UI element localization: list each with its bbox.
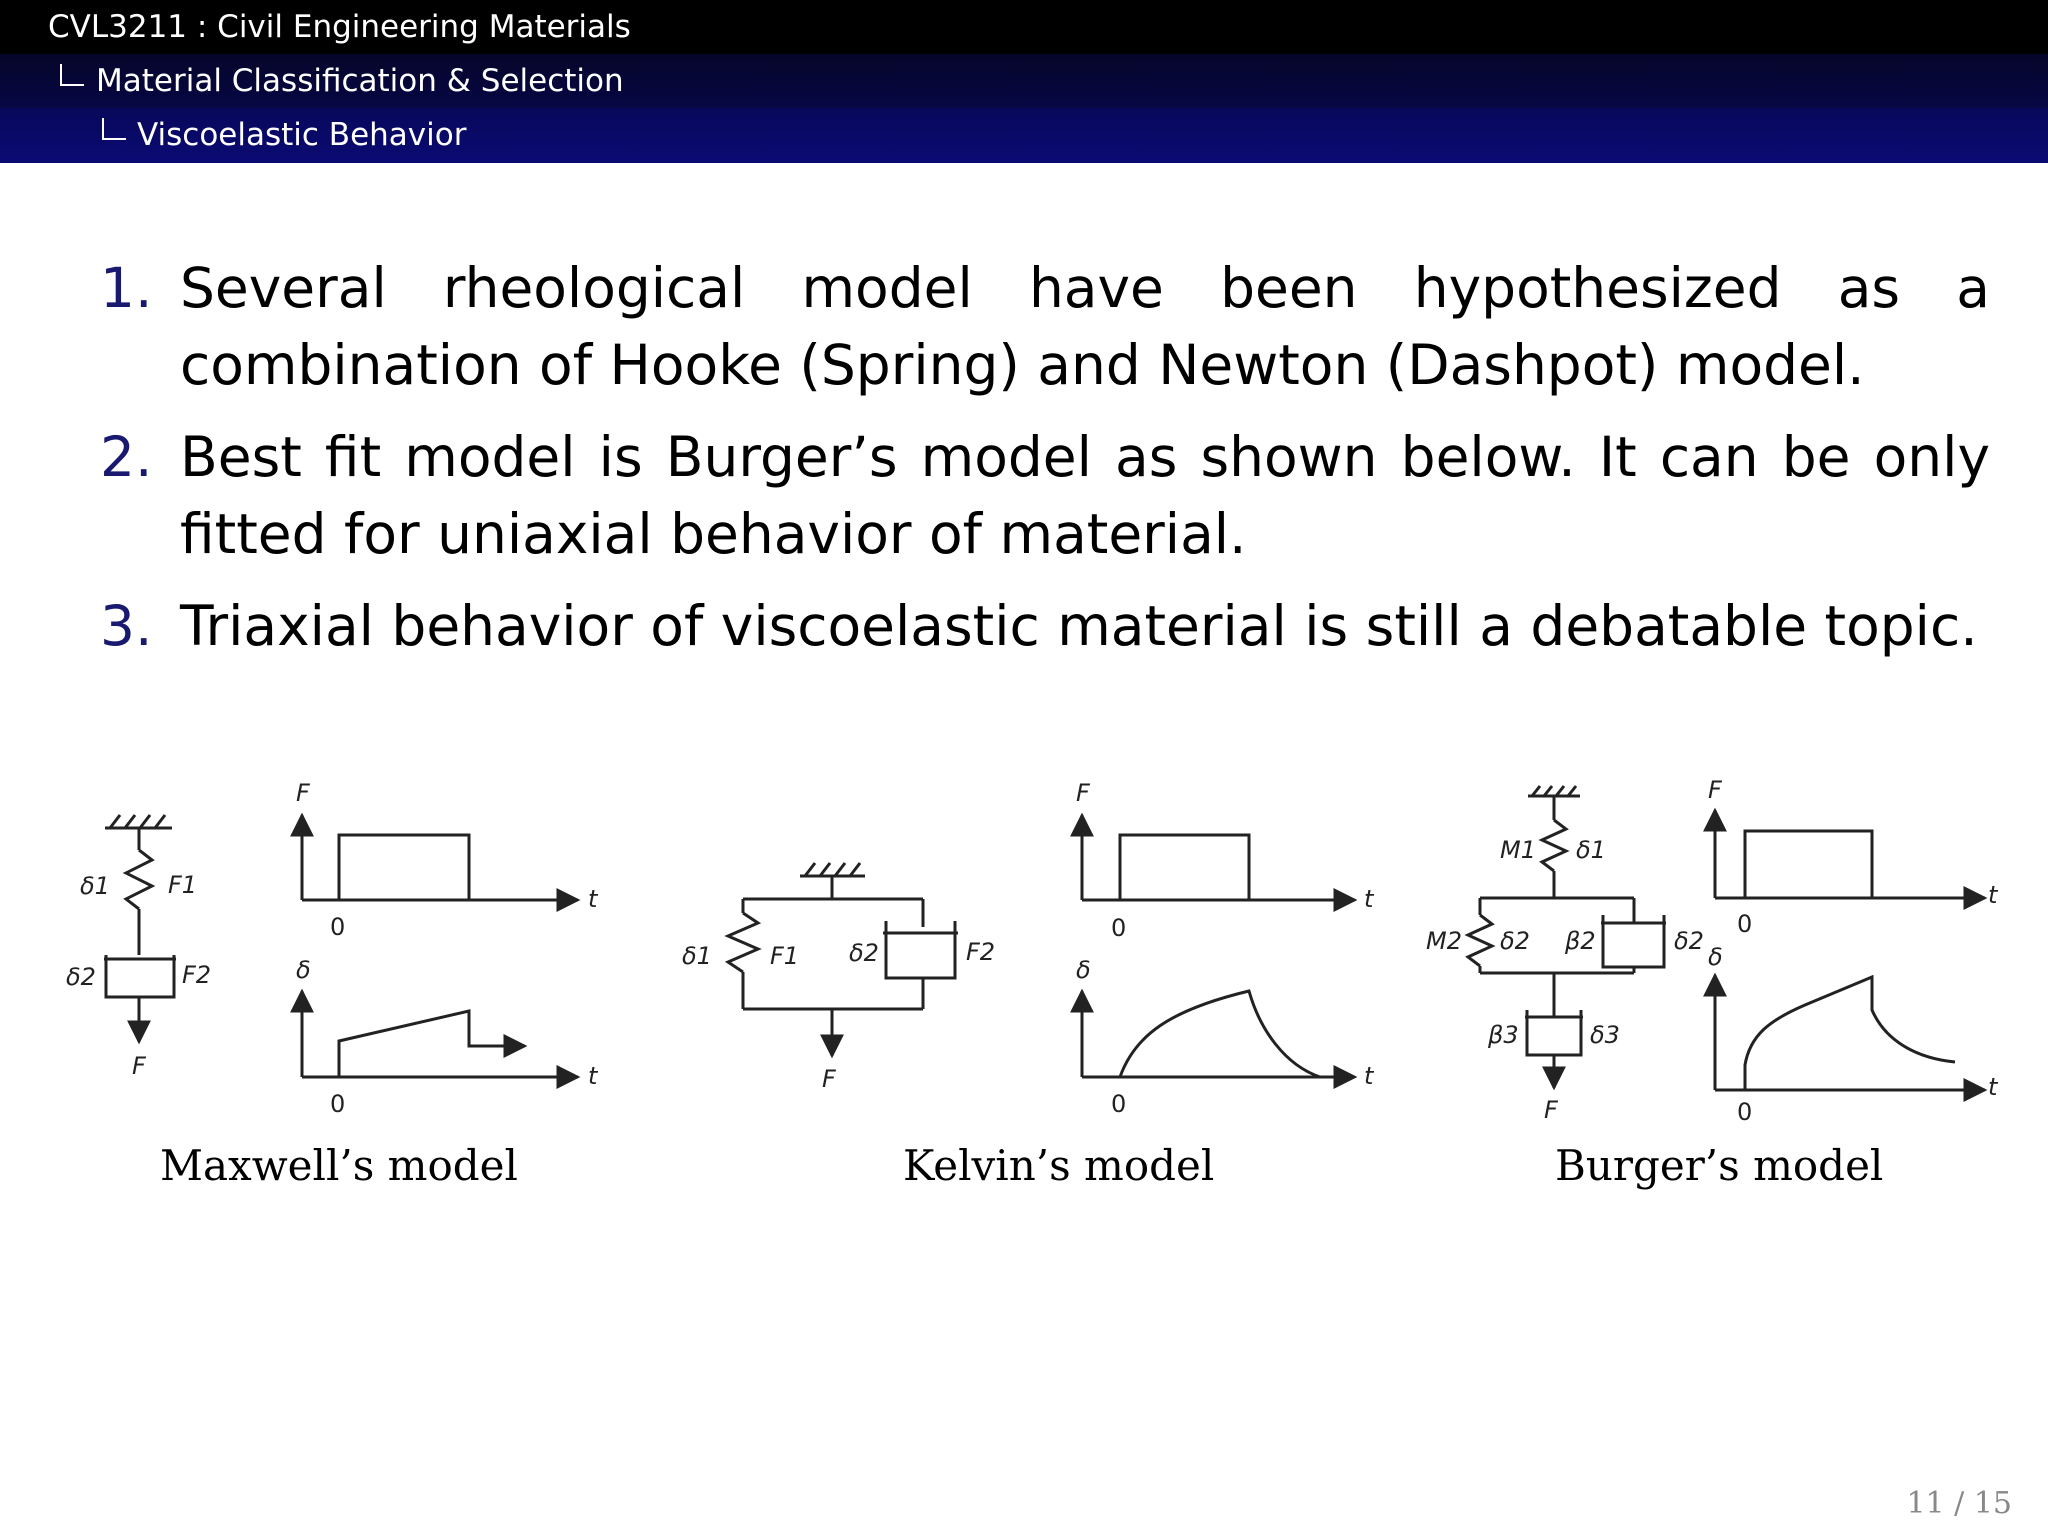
page-number: 11 / 15	[1906, 1486, 2012, 1521]
kelvin-bottom-xlabel: t	[1364, 1062, 1374, 1090]
burger-bottom-origin: 0	[1737, 1098, 1753, 1126]
list-item	[100, 588, 1990, 665]
burger-F-label: F	[1544, 1096, 1558, 1124]
maxwell-F2-label: F2	[182, 961, 212, 989]
maxwell-top-xlabel: t	[588, 885, 598, 913]
burger-bottom-ylabel: δ	[1708, 943, 1723, 971]
item-text: Best fit model is Burger’s model as shown below. It can be only fitted for uniaxial behavior of material.	[180, 425, 1990, 566]
burger-delta1-label: δ1	[1576, 836, 1606, 864]
item-number: 3.	[100, 594, 153, 658]
maxwell-caption: Maxwell’s model	[160, 1141, 518, 1190]
course-title: CVL3211 : Civil Engineering Materials	[48, 9, 631, 45]
kelvin-force-plot	[1082, 815, 1355, 900]
numbered-list	[100, 250, 1990, 680]
burger-M1-label: M1	[1500, 836, 1536, 864]
burger-beta3-label: β3	[1488, 1021, 1519, 1049]
kelvin-F2-label: F2	[966, 938, 996, 966]
burger-delta2b-label: δ2	[1674, 927, 1704, 955]
header-subsection-row	[0, 108, 2048, 163]
rheological-models-figure	[60, 765, 2020, 1195]
maxwell-mechanical-model	[104, 815, 176, 1042]
burger-top-origin: 0	[1737, 910, 1753, 938]
maxwell-bottom-origin: 0	[330, 1090, 346, 1118]
slide-header	[0, 0, 2048, 163]
kelvin-bottom-origin: 0	[1111, 1090, 1127, 1118]
maxwell-deformation-plot	[302, 991, 578, 1077]
kelvin-top-ylabel: F	[1076, 779, 1090, 807]
maxwell-top-ylabel: F	[296, 779, 310, 807]
burger-M2-label: M2	[1426, 927, 1462, 955]
header-course-row	[0, 0, 2048, 54]
maxwell-F-label: F	[132, 1052, 146, 1080]
maxwell-top-origin: 0	[330, 913, 346, 941]
kelvin-top-origin: 0	[1111, 914, 1127, 942]
burger-caption: Burger’s model	[1555, 1141, 1884, 1190]
kelvin-F-label: F	[822, 1065, 836, 1093]
maxwell-delta1-label: δ1	[80, 872, 110, 900]
burger-bottom-xlabel: t	[1988, 1073, 1998, 1101]
kelvin-bottom-ylabel: δ	[1076, 956, 1091, 984]
kelvin-F1-label: F1	[770, 942, 800, 970]
section-title: Material Classification & Selection	[96, 63, 624, 99]
kelvin-delta2-label: δ2	[849, 939, 879, 967]
models-diagram	[60, 765, 2020, 1195]
item-text: Triaxial behavior of viscoelastic material is still a debatable topic.	[180, 594, 1978, 658]
burger-deformation-plot	[1715, 975, 1985, 1090]
item-text: Several rheological model have been hypothesized as a combination of Hooke (Spring) and Newton (Dashpot) model.	[180, 256, 1990, 397]
kelvin-caption: Kelvin’s model	[903, 1141, 1215, 1190]
burger-top-xlabel: t	[1988, 881, 1998, 909]
kelvin-delta1-label: δ1	[682, 942, 712, 970]
burger-top-ylabel: F	[1708, 776, 1722, 804]
item-number: 2.	[100, 425, 153, 489]
maxwell-bottom-xlabel: t	[588, 1062, 598, 1090]
header-section-row	[0, 54, 2048, 108]
burger-delta3-label: δ3	[1590, 1021, 1620, 1049]
list-item	[100, 419, 1990, 573]
kelvin-mechanical-model	[728, 863, 958, 1056]
tree-connector-icon	[60, 64, 84, 86]
maxwell-delta2-label: δ2	[66, 963, 96, 991]
list-item	[100, 250, 1990, 404]
item-number: 1.	[100, 256, 153, 320]
tree-connector-icon	[102, 118, 126, 140]
kelvin-deformation-plot	[1082, 991, 1355, 1077]
kelvin-top-xlabel: t	[1364, 885, 1374, 913]
burger-delta2a-label: δ2	[1500, 927, 1530, 955]
burger-force-plot	[1715, 810, 1985, 898]
burger-beta2-label: β2	[1565, 927, 1596, 955]
subsection-title: Viscoelastic Behavior	[137, 117, 467, 153]
maxwell-bottom-ylabel: δ	[296, 956, 311, 984]
maxwell-F1-label: F1	[168, 871, 198, 899]
maxwell-force-plot	[302, 815, 578, 900]
